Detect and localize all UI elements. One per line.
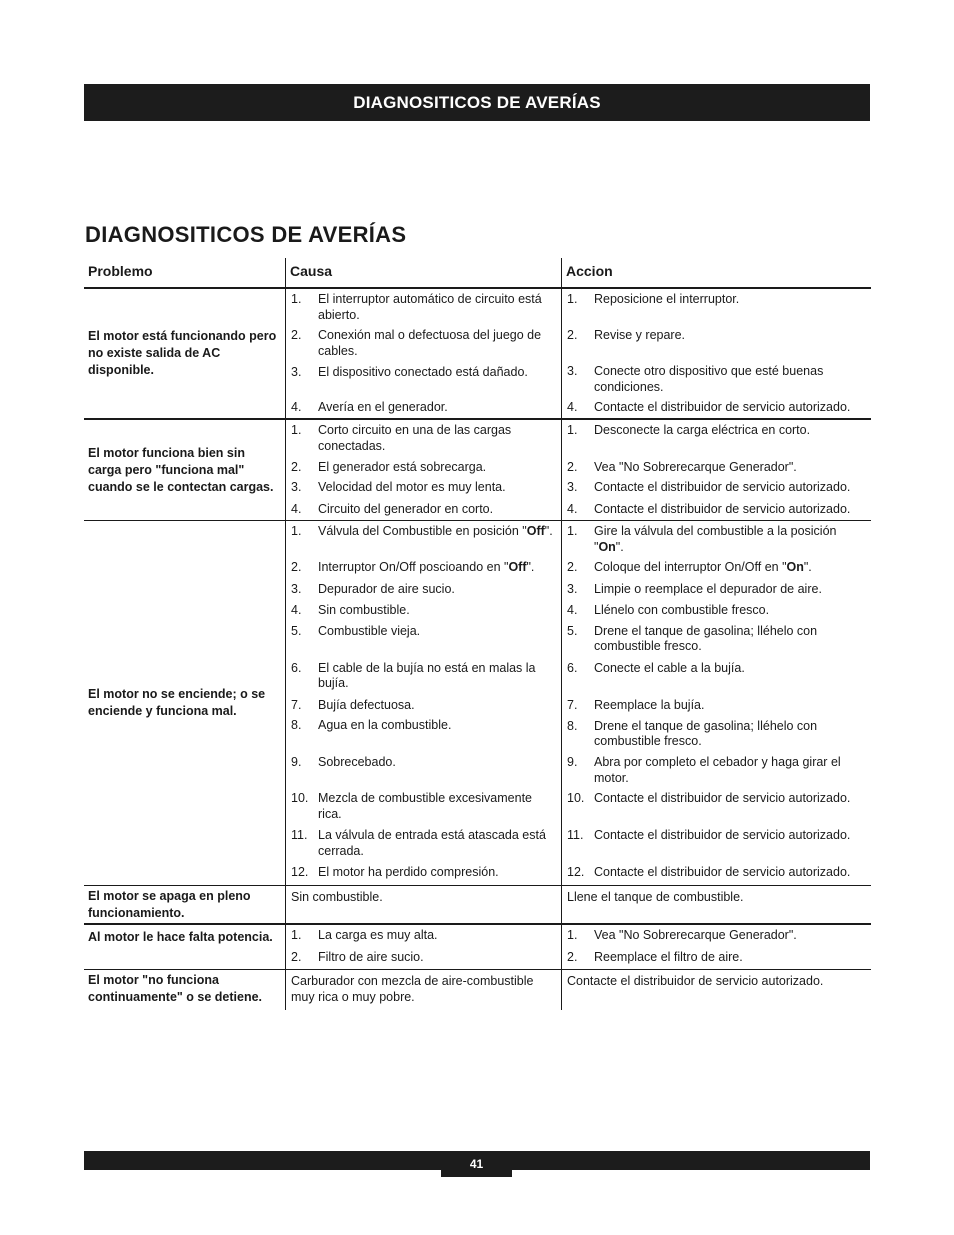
- table-row: [84, 970, 871, 1010]
- header-cause: Causa: [285, 258, 561, 287]
- cause-item: 5. Combustible vieja.: [291, 623, 421, 638]
- action-item: 12. Contacte el distribuidor de servicio autorizado.: [567, 865, 851, 880]
- cause-cell: Sin combustible.: [285, 886, 561, 923]
- table-header-row: [84, 258, 871, 289]
- cause-item: 2. El generador está sobrecarga.: [291, 459, 487, 474]
- action-cell: [561, 925, 871, 969]
- action-item: 9. Abra por completo el cebador y haga girar el motor.: [567, 755, 841, 785]
- action-item: 1. Desconecte la carga eléctrica en corto.: [567, 423, 811, 437]
- cause-item: 4. Sin combustible.: [291, 602, 410, 617]
- action-cell: [561, 521, 871, 885]
- cause-item: 3. El dispositivo conectado está dañado.: [291, 364, 528, 379]
- cause-item: 2. Interruptor On/Off poscioando en "Off".: [291, 559, 535, 574]
- action-item: 2. Revise y repare.: [567, 328, 686, 343]
- section-header-bar: [84, 84, 870, 121]
- troubleshooting-table: [84, 258, 871, 1010]
- cause-item: 2. Conexión mal o defectuosa del juego de cables.: [291, 328, 542, 358]
- cause-item: 6. El cable de la bujía no está en malas la bujía.: [291, 660, 536, 691]
- cause-item: 4. Circuito del generador en corto.: [291, 502, 494, 517]
- action-item: 7. Reemplace la bujía.: [567, 697, 705, 712]
- action-item: 1. Vea "No Sobrerecarque Generador".: [567, 928, 797, 942]
- table-row: [84, 521, 871, 886]
- problem-cell: El motor está funcionando pero no existe salida de AC disponible.: [88, 329, 277, 377]
- cause-item: 11. La válvula de entrada está atascada está cerrada.: [291, 828, 546, 858]
- action-item: 8. Drene el tanque de gasolina; lléhelo con combustible fresco.: [567, 718, 818, 748]
- problem-cell: Al motor le hace falta potencia.: [88, 930, 273, 944]
- action-item: 2. Coloque del interruptor On/Off en "On".: [567, 560, 812, 574]
- cause-item: 1. La carga es muy alta.: [291, 928, 438, 942]
- problem-cell: El motor funciona bien sin carga pero "funciona mal" cuando se le contectan cargas.: [88, 445, 274, 494]
- table-row: [84, 420, 871, 521]
- cause-item: 1. Corto circuito en una de las cargas conectadas.: [291, 423, 512, 453]
- cause-item: 2. Filtro de aire sucio.: [291, 950, 424, 964]
- cause-item: 9. Sobrecebado.: [291, 755, 396, 770]
- problem-cell: El motor "no funciona continuamente" o se detiene.: [88, 973, 263, 1004]
- action-item: 2. Reemplace el filtro de aire.: [567, 950, 743, 964]
- page-number: 41: [441, 1151, 512, 1177]
- problem-cell: El motor se apaga en pleno funcionamiento.: [88, 889, 251, 920]
- cause-item: 7. Bujía defectuosa.: [291, 697, 415, 712]
- cause-cell: Carburador con mezcla de aire-combustible muy rica o muy pobre.: [285, 970, 561, 1010]
- action-item: 1. Gire la válvula del combustible a la posición "On".: [567, 524, 837, 554]
- cause-item: 12. El motor ha perdido compresión.: [291, 865, 499, 880]
- cause-item: 4. Avería en el generador.: [291, 400, 448, 415]
- action-item: 4. Contacte el distribuidor de servicio autorizado.: [567, 400, 851, 415]
- action-item: 10. Contacte el distribuidor de servicio autorizado.: [567, 791, 851, 806]
- cause-cell: [285, 289, 561, 418]
- table-row: [84, 925, 871, 970]
- page-title: DIAGNOSITICOS DE AVERÍAS: [85, 222, 407, 247]
- action-cell: [561, 289, 871, 418]
- action-cell: [561, 420, 871, 520]
- table-row: [84, 886, 871, 925]
- header-problem: Problemo: [88, 263, 153, 279]
- problem-cell: El motor no se enciende; o se enciende y funciona mal.: [88, 687, 266, 718]
- table-row: [84, 289, 871, 420]
- action-cell: Llene el tanque de combustible.: [561, 886, 871, 923]
- cause-item: 3. Velocidad del motor es muy lenta.: [291, 480, 506, 495]
- action-item: 6. Conecte el cable a la bujía.: [567, 660, 745, 675]
- action-item: 5. Drene el tanque de gasolina; lléhelo con combustible fresco.: [567, 623, 818, 654]
- cause-cell: [285, 420, 561, 520]
- action-item: 3. Limpie o reemplace el depurador de aire.: [567, 581, 822, 596]
- cause-item: 8. Agua en la combustible.: [291, 718, 452, 733]
- action-item: 2. Vea "No Sobrerecarque Generador".: [567, 459, 797, 474]
- cause-item: 1. Válvula del Combustible en posición "Off".: [291, 524, 553, 538]
- cause-cell: [285, 521, 561, 885]
- action-item: 11. Contacte el distribuidor de servicio autorizado.: [567, 828, 851, 843]
- action-item: 3. Contacte el distribuidor de servicio autorizado.: [567, 480, 851, 495]
- action-item: 4. Contacte el distribuidor de servicio autorizado.: [567, 502, 851, 517]
- cause-item: 1. El interruptor automático de circuito está abierto.: [291, 292, 542, 322]
- cause-cell: [285, 925, 561, 969]
- action-cell: Contacte el distribuidor de servicio autorizado.: [561, 970, 871, 1010]
- action-item: 1. Reposicione el interruptor.: [567, 292, 740, 306]
- section-header-title: DIAGNOSITICOS DE AVERÍAS: [353, 92, 601, 112]
- action-item: 4. Llénelo con combustible fresco.: [567, 602, 770, 617]
- action-item: 3. Conecte otro dispositivo que esté buenas condiciones.: [567, 364, 824, 394]
- cause-item: 3. Depurador de aire sucio.: [291, 581, 455, 596]
- header-action: Accion: [561, 258, 871, 287]
- cause-item: 10. Mezcla de combustible excesivamente rica.: [291, 791, 532, 821]
